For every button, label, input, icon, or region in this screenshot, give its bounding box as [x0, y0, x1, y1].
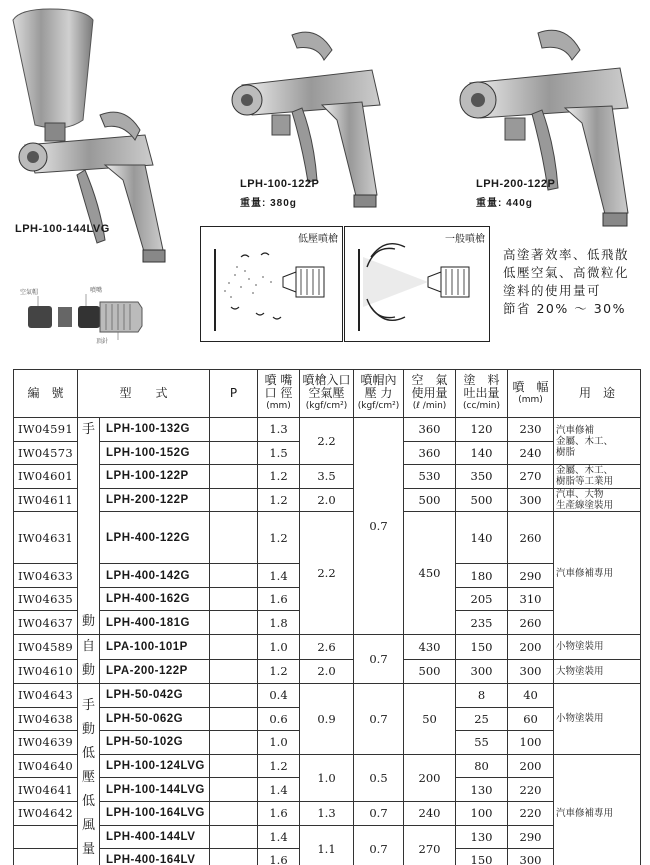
cell-air-usage: 450	[404, 512, 456, 635]
low-pressure-spray-icon	[201, 227, 342, 341]
cell-p	[210, 684, 258, 708]
cell-width: 260	[508, 512, 554, 564]
cell-width: 40	[508, 684, 554, 708]
cell-width: 310	[508, 587, 554, 611]
table-row	[14, 418, 641, 442]
cell-model: LPH-400-142G	[100, 564, 210, 588]
cell-p	[210, 825, 258, 849]
conventional-diagram	[344, 226, 490, 342]
cell-width: 60	[508, 707, 554, 731]
cell-code: IW04610	[14, 659, 78, 684]
header-width	[508, 370, 554, 418]
cell-output: 300	[456, 659, 508, 684]
cell-output: 130	[456, 825, 508, 849]
header-width-unit: (mm)	[518, 394, 543, 405]
header-width-label: 噴 幅	[512, 379, 549, 394]
cell-width: 300	[508, 488, 554, 512]
table-row	[14, 684, 641, 708]
header-inlet-label: 噴槍入口 空氣壓	[302, 373, 351, 400]
header-output	[456, 370, 508, 418]
cell-inlet-pressure: 2.0	[300, 659, 354, 684]
product-weight-3: 重量: 440g	[476, 198, 533, 209]
cell-model: LPH-400-122G	[100, 512, 210, 564]
cell-code: IW04642	[14, 801, 78, 825]
cell-p	[210, 754, 258, 778]
cell-output: 130	[456, 778, 508, 802]
header-air-unit: (ℓ /min)	[412, 401, 447, 411]
cell-width: 290	[508, 564, 554, 588]
cell-p	[210, 801, 258, 825]
cell-usage: 小物塗裝用	[554, 684, 641, 755]
cell-model: LPH-50-042G	[100, 684, 210, 708]
cell-usage: 汽車、大物 生產線塗裝用	[554, 488, 641, 512]
cell-air-usage: 270	[404, 825, 456, 865]
cell-p	[210, 465, 258, 489]
product-label-2: LPH-100-122P	[240, 178, 320, 190]
cell-usage: 大物塗裝用	[554, 659, 641, 684]
cell-code: IW04611	[14, 488, 78, 512]
cell-code: IW04591	[14, 418, 78, 442]
product-label-3: LPH-200-122P	[476, 178, 556, 190]
cell-category: 手 動 低 壓 低 風 量	[78, 684, 100, 865]
cell-inlet-pressure: 2.2	[300, 418, 354, 465]
cell-usage: 汽車修補專用	[554, 754, 641, 865]
cell-usage: 汽車修補專用	[554, 512, 641, 635]
cell-model: LPH-400-162G	[100, 587, 210, 611]
table-row	[14, 825, 641, 849]
parts-label-nozzle: 噴嘴	[90, 287, 103, 294]
cell-model: LPH-50-062G	[100, 707, 210, 731]
cell-usage: 金屬、木工、 樹脂等工業用	[554, 465, 641, 489]
cell-model: LPH-400-181G	[100, 611, 210, 635]
cell-nozzle: 1.2	[258, 512, 300, 564]
low-pressure-title: 低壓噴槍	[298, 234, 338, 245]
cell-nozzle: 1.6	[258, 587, 300, 611]
cell-output: 55	[456, 731, 508, 755]
header-cap-unit: (kgf/cm²)	[357, 401, 400, 411]
cell-output: 140	[456, 512, 508, 564]
cell-inlet-pressure: 0.9	[300, 684, 354, 755]
cell-nozzle: 1.2	[258, 754, 300, 778]
cell-model: LPH-50-102G	[100, 731, 210, 755]
spec-table	[13, 369, 641, 865]
cell-code	[14, 849, 78, 865]
cell-model: LPH-100-124LVG	[100, 754, 210, 778]
cell-output: 180	[456, 564, 508, 588]
cell-code: IW04631	[14, 512, 78, 564]
promo-line-2: 低壓空氣、高微粒化	[503, 265, 630, 280]
cell-inlet-pressure: 1.3	[300, 801, 354, 825]
cell-nozzle: 0.6	[258, 707, 300, 731]
cell-inlet-pressure: 2.6	[300, 635, 354, 660]
cell-cap-pressure: 0.5	[354, 754, 404, 801]
table-row	[14, 465, 641, 489]
cell-width: 240	[508, 441, 554, 465]
cell-p	[210, 849, 258, 865]
promo-line-4: 節省 20% ～ 30%	[503, 301, 626, 316]
table-row	[14, 659, 641, 684]
cell-width: 230	[508, 418, 554, 442]
cell-air-usage: 360	[404, 418, 456, 442]
cell-code: IW04601	[14, 465, 78, 489]
header-air-label: 空 氣 使用量	[411, 373, 448, 400]
cell-output: 140	[456, 441, 508, 465]
cell-category: 手 動	[78, 418, 100, 635]
header-output-unit: (cc/min)	[463, 401, 500, 411]
table-row	[14, 635, 641, 660]
cell-model: LPH-400-164LV	[100, 849, 210, 865]
cell-nozzle: 1.2	[258, 488, 300, 512]
cell-width: 270	[508, 465, 554, 489]
header-model: 型 式	[78, 370, 210, 418]
header-inlet-unit: (kgf/cm²)	[305, 401, 348, 411]
cell-model: LPH-400-144LV	[100, 825, 210, 849]
cell-air-usage: 200	[404, 754, 456, 801]
header-cap-label: 噴帽內 壓 力	[360, 373, 397, 400]
product-label-1: LPH-100-144LVG	[15, 223, 110, 235]
cell-width: 100	[508, 731, 554, 755]
table-row	[14, 512, 641, 564]
promo-line-3: 塗料的使用量可	[503, 283, 602, 298]
cell-code: IW04640	[14, 754, 78, 778]
cell-cap-pressure: 0.7	[354, 684, 404, 755]
header-cap	[354, 370, 404, 418]
cell-p	[210, 512, 258, 564]
cell-air-usage: 50	[404, 684, 456, 755]
cell-width: 200	[508, 635, 554, 660]
cell-width: 300	[508, 659, 554, 684]
cell-nozzle: 1.0	[258, 635, 300, 660]
cell-nozzle: 1.3	[258, 418, 300, 442]
header-nozzle-unit: (mm)	[266, 401, 291, 411]
cell-code: IW04589	[14, 635, 78, 660]
cell-output: 100	[456, 801, 508, 825]
cell-width: 290	[508, 825, 554, 849]
cell-cap-pressure: 0.7	[354, 825, 404, 865]
cell-usage: 小物塗裝用	[554, 635, 641, 660]
cell-nozzle: 0.4	[258, 684, 300, 708]
cell-output: 25	[456, 707, 508, 731]
parts-label-air-cap: 空氣帽	[20, 289, 39, 296]
table-row	[14, 488, 641, 512]
cell-code: IW04641	[14, 778, 78, 802]
cell-output: 205	[456, 587, 508, 611]
cell-p	[210, 564, 258, 588]
cell-p	[210, 418, 258, 442]
cell-air-usage: 360	[404, 441, 456, 465]
cell-output: 150	[456, 635, 508, 660]
cell-output: 8	[456, 684, 508, 708]
cell-width: 300	[508, 849, 554, 865]
cell-output: 80	[456, 754, 508, 778]
cell-p	[210, 635, 258, 660]
cell-inlet-pressure: 1.0	[300, 754, 354, 801]
cell-model: LPH-100-132G	[100, 418, 210, 442]
cell-p	[210, 488, 258, 512]
header-usage: 用 途	[554, 370, 641, 418]
cell-output: 120	[456, 418, 508, 442]
spec-table-body	[14, 418, 641, 865]
header-output-label: 塗 料 吐出量	[463, 373, 500, 400]
cell-model: LPH-100-152G	[100, 441, 210, 465]
cell-air-usage: 500	[404, 488, 456, 512]
cell-nozzle: 1.6	[258, 849, 300, 865]
header-code: 編 號	[14, 370, 78, 418]
cell-code: IW04637	[14, 611, 78, 635]
cell-cap-pressure: 0.7	[354, 418, 404, 635]
table-row	[14, 801, 641, 825]
cell-output: 150	[456, 849, 508, 865]
cell-code: IW04633	[14, 564, 78, 588]
cell-nozzle: 1.6	[258, 801, 300, 825]
cell-inlet-pressure: 2.2	[300, 512, 354, 635]
cell-p	[210, 441, 258, 465]
promo-text	[503, 246, 648, 318]
cell-p	[210, 587, 258, 611]
nozzle-parts-image	[20, 282, 150, 344]
cell-code: IW04573	[14, 441, 78, 465]
cell-nozzle: 1.2	[258, 465, 300, 489]
cell-cap-pressure: 0.7	[354, 635, 404, 684]
cell-width: 220	[508, 778, 554, 802]
cell-code	[14, 825, 78, 849]
cell-output: 350	[456, 465, 508, 489]
cell-p	[210, 778, 258, 802]
conventional-spray-icon	[345, 227, 489, 341]
cell-p	[210, 731, 258, 755]
cell-air-usage: 240	[404, 801, 456, 825]
cell-nozzle: 1.0	[258, 731, 300, 755]
parts-label-needle: 頂針	[96, 338, 109, 344]
cell-model: LPH-100-122P	[100, 465, 210, 489]
header-p: P	[210, 370, 258, 418]
cell-width: 200	[508, 754, 554, 778]
cell-inlet-pressure: 1.1	[300, 825, 354, 865]
cell-usage: 汽車修補 金屬、木工、 樹脂	[554, 418, 641, 465]
cell-p	[210, 659, 258, 684]
cell-nozzle: 1.4	[258, 825, 300, 849]
cell-nozzle: 1.5	[258, 441, 300, 465]
cell-code: IW04639	[14, 731, 78, 755]
cell-model: LPA-200-122P	[100, 659, 210, 684]
cell-inlet-pressure: 3.5	[300, 465, 354, 489]
low-pressure-diagram	[200, 226, 343, 342]
cell-air-usage: 500	[404, 659, 456, 684]
cell-width: 220	[508, 801, 554, 825]
cell-model: LPH-100-164LVG	[100, 801, 210, 825]
cell-code: IW04643	[14, 684, 78, 708]
cell-nozzle: 1.8	[258, 611, 300, 635]
header-nozzle	[258, 370, 300, 418]
cell-model: LPH-200-122P	[100, 488, 210, 512]
cell-air-usage: 430	[404, 635, 456, 660]
product-weight-2: 重量: 380g	[240, 198, 297, 209]
cell-model: LPH-100-144LVG	[100, 778, 210, 802]
cell-width: 260	[508, 611, 554, 635]
cell-code: IW04635	[14, 587, 78, 611]
cell-inlet-pressure: 2.0	[300, 488, 354, 512]
promo-line-1: 高塗著效率、低飛散	[503, 247, 630, 262]
cell-nozzle: 1.4	[258, 778, 300, 802]
cell-nozzle: 1.2	[258, 659, 300, 684]
cell-model: LPA-100-101P	[100, 635, 210, 660]
spec-table-header-row	[14, 370, 641, 418]
cell-nozzle: 1.4	[258, 564, 300, 588]
header-nozzle-label: 噴 嘴 口 徑	[264, 373, 293, 400]
conventional-title: 一般噴槍	[445, 234, 485, 245]
cell-output: 235	[456, 611, 508, 635]
cell-p	[210, 707, 258, 731]
cell-output: 500	[456, 488, 508, 512]
cell-code: IW04638	[14, 707, 78, 731]
cell-cap-pressure: 0.7	[354, 801, 404, 825]
header-air	[404, 370, 456, 418]
cell-p	[210, 611, 258, 635]
header-inlet	[300, 370, 354, 418]
cell-category: 自 動	[78, 635, 100, 684]
table-row	[14, 754, 641, 778]
cell-air-usage: 530	[404, 465, 456, 489]
